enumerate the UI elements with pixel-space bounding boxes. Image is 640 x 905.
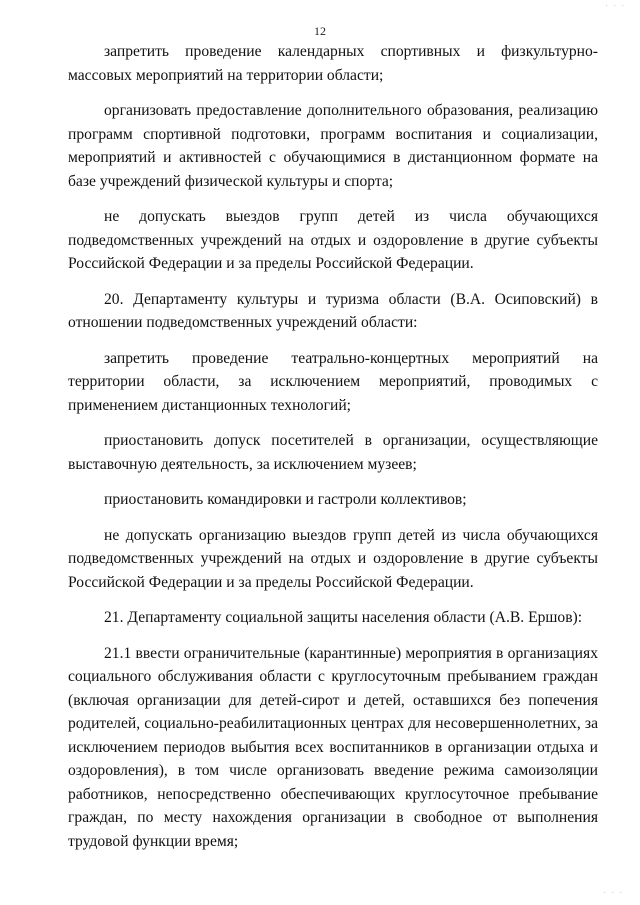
- paragraph: приостановить командировки и гастроли коллективов;: [104, 491, 467, 508]
- paragraph: 21.1 ввести ограничительные (карантинные) мероприятия в организациях социального обслуживания области с круглосуточным пребыванием граждан (включая организации для детей-сирот и детей, оставшихся без попечения родителей, социально-реабилитационных центрах для несовершеннолетних, за исключением периодов выбытия всех воспитанников в организации отдыха и оздоровления), в том числе организовать введение режима самоизоляции работников, непосредственно обеспечивающих круглосуточное пребывание граждан, по месту нахождения организации в свободное от выполнения трудовой функции время;: [68, 644, 598, 850]
- scan-corner-mark: · · ·: [603, 889, 624, 897]
- page-number: 12: [314, 24, 326, 38]
- paragraph: запретить проведение календарных спортивных и физкультурно-массовых мероприятий на территории области;: [68, 43, 598, 84]
- paragraph: запретить проведение театрально-концертных мероприятий на территории области, за исключением мероприятий, проводимых с применением дистанционных технологий;: [68, 349, 598, 414]
- paragraph: не допускать организацию выездов групп детей из числа обучающихся подведомственных учреждений на отдых и оздоровление в другие субъекты Российской Федерации и за пределы Российской Федерации.: [68, 526, 598, 591]
- paragraph: приостановить допуск посетителей в организации, осуществляющие выставочную деятельность, за исключением музеев;: [68, 432, 598, 473]
- paragraph: 21. Департаменту социальной защиты населения области (А.В. Ершов):: [104, 609, 583, 626]
- scan-corner-mark: · · ·: [605, 2, 626, 10]
- document-body: [68, 40, 598, 865]
- paragraph: 20. Департаменту культуры и туризма области (В.А. Осиповский) в отношении подведомственных учреждений области:: [68, 290, 598, 331]
- paragraph: не допускать выездов групп детей из числа обучающихся подведомственных учреждений на отдых и оздоровление в другие субъекты Российской Федерации и за пределы Российской Федерации.: [68, 208, 598, 272]
- paragraph: организовать предоставление дополнительного образования, реализацию программ спортивной подготовки, программ воспитания и социализации, мероприятий и активностей с обучающимися в дистанционном формате на базе учреждений физической культуры и спорта;: [68, 102, 598, 190]
